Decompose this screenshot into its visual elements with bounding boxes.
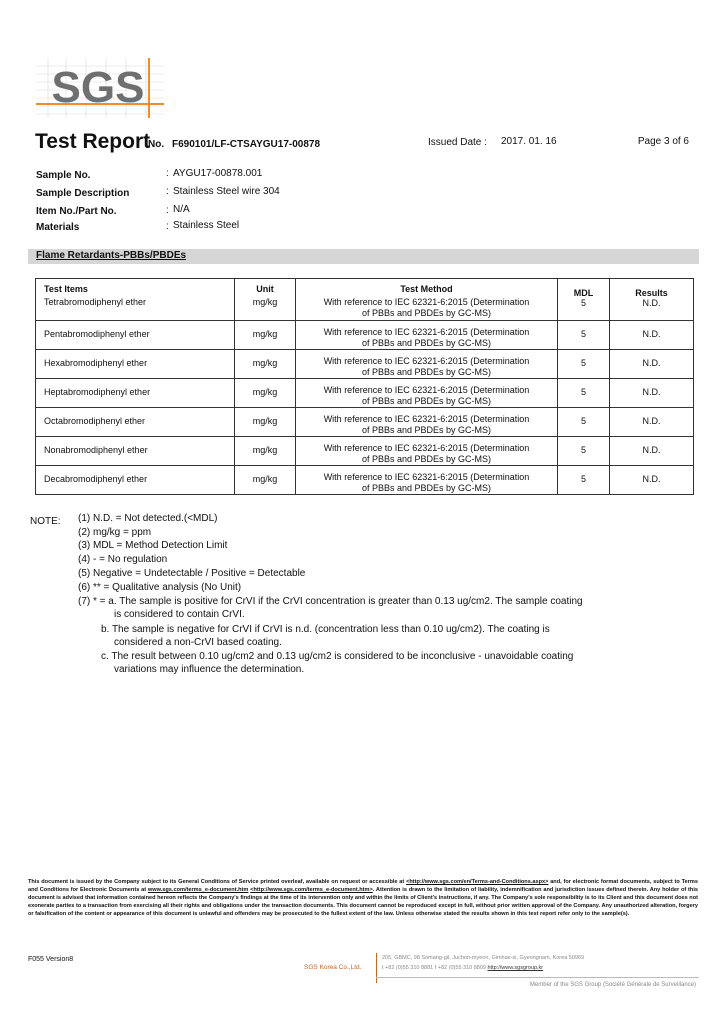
- table-row: [36, 379, 694, 408]
- terms-link[interactable]: <http://www.sgs.com/en/Terms-and-Conditions.aspx>: [406, 879, 549, 885]
- sgs-logo: [36, 58, 164, 118]
- note-5: (5) Negative = Undetectable / Positive = Detectable: [78, 568, 306, 579]
- report-number: F690101/LF-CTSAYGU17-00878: [172, 139, 321, 150]
- svg-text:SGS: SGS: [51, 63, 145, 112]
- table-row: [36, 321, 694, 350]
- row-mdl: 5: [580, 416, 586, 426]
- row-method-line1: With reference to IEC 62321-6:2015 (Determination: [323, 472, 530, 482]
- issued-date: 2017. 01. 16: [501, 136, 557, 147]
- note-7b-cont: considered a non-CrVI based coating.: [114, 637, 282, 648]
- row-mdl: 5: [580, 329, 586, 339]
- sample-no-value: AYGU17-00878.001: [173, 168, 263, 179]
- header-unit-label: Unit: [256, 284, 274, 294]
- section-title: Flame Retardants-PBBs/PBDEs: [36, 250, 187, 261]
- footer-rule: [376, 977, 699, 978]
- table-row: [36, 408, 694, 437]
- row-item: Nonabromodiphenyl ether: [44, 445, 148, 455]
- company-name: SGS Korea Co.,Ltd.: [304, 964, 362, 971]
- note-1: (1) N.D. = Not detected.(<MDL): [78, 513, 218, 524]
- row-method-line2: of PBBs and PBDEs by GC-MS): [361, 367, 492, 377]
- row-mdl: 5: [580, 474, 586, 484]
- report-no-label: No.: [148, 139, 165, 150]
- row-method-line1: With reference to IEC 62321-6:2015 (Determination: [323, 327, 530, 337]
- row-result: N.D.: [642, 416, 661, 426]
- sample-no-label: Sample No.: [36, 170, 91, 181]
- header-test-items-label: Test Items: [44, 284, 88, 294]
- row-method: [296, 294, 557, 319]
- company-address: 205, GBMC, 98 Somang-gil, Juchon-myeon, Gimhae-si, Gyeongnam, Korea 50969: [382, 955, 585, 961]
- note-3: (3) MDL = Method Detection Limit: [78, 540, 228, 551]
- header-mdl: [558, 279, 610, 321]
- row-result: N.D.: [642, 445, 661, 455]
- note-7a-cont: is considered to contain CrVI.: [114, 609, 245, 620]
- row-result: N.D.: [642, 298, 661, 308]
- footer-divider: [376, 953, 377, 983]
- note-label: NOTE:: [30, 516, 61, 527]
- e-document-link[interactable]: www.sgs.com/terms_e-document.htm: [147, 887, 249, 893]
- legal-disclaimer: [28, 878, 698, 918]
- disclaimer-text: and, for electronic format documents, subject to Terms and Conditions for Electronic Documents at: [28, 879, 698, 893]
- row-method: [296, 379, 557, 407]
- row-method-line1: With reference to IEC 62321-6:2015 (Determination: [323, 443, 530, 453]
- row-item: Heptabromodiphenyl ether: [44, 387, 151, 397]
- row-item: Decabromodiphenyl ether: [44, 474, 148, 484]
- header-results-label: Results: [635, 288, 668, 298]
- table-row: [36, 437, 694, 466]
- e-document-link-full[interactable]: <http://www.sgs.com/terms_e-document.htm>: [250, 887, 373, 893]
- row-unit: mg/kg: [252, 329, 278, 339]
- row-mdl: 5: [580, 445, 586, 455]
- table-row: [36, 466, 694, 495]
- row-result: N.D.: [642, 358, 661, 368]
- row-method-line2: of PBBs and PBDEs by GC-MS): [361, 425, 492, 435]
- row-item: Tetrabromodiphenyl ether: [44, 297, 147, 307]
- row-mdl: 5: [580, 358, 586, 368]
- header-test-method: [296, 279, 558, 321]
- company-contact: [382, 965, 543, 971]
- row-unit: mg/kg: [252, 416, 278, 426]
- row-result: N.D.: [642, 474, 661, 484]
- table-row: [36, 350, 694, 379]
- row-method-line2: of PBBs and PBDEs by GC-MS): [361, 308, 492, 318]
- row-method: [296, 408, 557, 436]
- row-method-line2: of PBBs and PBDEs by GC-MS): [361, 338, 492, 348]
- row-result: N.D.: [642, 387, 661, 397]
- row-method-line2: of PBBs and PBDEs by GC-MS): [361, 454, 492, 464]
- note-7a: (7) * = a. The sample is positive for CrVI if the CrVI concentration is greater than 0.13 ug/cm2. The sample coating: [78, 596, 583, 607]
- note-4: (4) - = No regulation: [78, 554, 168, 565]
- issued-date-label: Issued Date :: [428, 137, 487, 148]
- row-result: N.D.: [642, 329, 661, 339]
- page-number: Page 3 of 6: [637, 136, 689, 147]
- row-unit: mg/kg: [252, 474, 278, 484]
- report-title: Test Report: [35, 130, 151, 153]
- header-test-items: [36, 279, 235, 321]
- header-test-method-label: Test Method: [400, 284, 453, 294]
- sgs-group-membership: Member of the SGS Group (Société Générale de Surveillance): [529, 982, 696, 988]
- row-method-line1: With reference to IEC 62321-6:2015 (Determination: [323, 414, 530, 424]
- row-unit: mg/kg: [252, 358, 278, 368]
- row-method-line2: of PBBs and PBDEs by GC-MS): [361, 483, 492, 493]
- note-7c-cont: variations may influence the determination.: [114, 664, 305, 675]
- row-method-line1: With reference to IEC 62321-6:2015 (Determination: [323, 297, 530, 307]
- row-unit: mg/kg: [252, 297, 278, 307]
- disclaimer-text: This document is issued by the Company subject to its General Conditions of Service printed overleaf, available on request or accessible at: [28, 879, 407, 885]
- row-unit: mg/kg: [252, 387, 278, 397]
- row-method-line2: of PBBs and PBDEs by GC-MS): [361, 396, 492, 406]
- row-unit: mg/kg: [252, 445, 278, 455]
- colon: :: [166, 221, 169, 232]
- row-method-line1: With reference to IEC 62321-6:2015 (Determination: [323, 356, 530, 366]
- item-no-value: N/A: [173, 204, 190, 215]
- phone-fax: t +82 (0)55 310 8881 f +82 (0)55 310 8809: [382, 965, 488, 971]
- website-link[interactable]: http://www.sgsgroup.kr: [487, 965, 544, 971]
- results-table: [35, 278, 694, 495]
- note-7c: c. The result between 0.10 ug/cm2 and 0.13 ug/cm2 is considered to be inconclusive - unavoidable coating: [101, 651, 574, 662]
- row-method: [296, 321, 557, 349]
- sample-description-value: Stainless Steel wire 304: [173, 186, 280, 197]
- colon: :: [166, 168, 169, 179]
- note-2: (2) mg/kg = ppm: [78, 527, 152, 538]
- form-version: F055 Version8: [28, 956, 74, 963]
- note-7b: b. The sample is negative for CrVI if CrVI is n.d. (concentration less than 0.10 ug/cm2). The coating is: [101, 624, 550, 635]
- materials-value: Stainless Steel: [173, 220, 240, 231]
- header-mdl-label: MDL: [573, 288, 594, 298]
- row-item: Octabromodiphenyl ether: [44, 416, 146, 426]
- row-mdl: 5: [580, 387, 586, 397]
- header-unit: [235, 279, 296, 321]
- row-method-line1: With reference to IEC 62321-6:2015 (Determination: [323, 385, 530, 395]
- row-item: Pentabromodiphenyl ether: [44, 329, 150, 339]
- table-header-row: [36, 279, 694, 321]
- row-method: [296, 350, 557, 378]
- note-6: (6) ** = Qualitative analysis (No Unit): [78, 582, 242, 593]
- row-method: [296, 466, 557, 494]
- materials-label: Materials: [36, 222, 80, 233]
- item-no-label: Item No./Part No.: [36, 206, 117, 217]
- row-mdl: 5: [580, 298, 586, 308]
- sample-description-label: Sample Description: [36, 188, 130, 199]
- disclaimer-text: . Attention is drawn to the limitation of liability, indemnification and jurisdiction issues defined therein. Any holder of this document is advised that information contained hereon reflects the Company's findings at the time of its intervention only and within the limits of Client's instructions, if any. The Company's sole responsibility is to its Client and this document does not exonerate parties to a transaction from exercising all their rights and obligations under the transaction documents. This document cannot be reproduced except in full, without prior written approval of the Company. Any unauthorized alteration, forgery or falsification of the content or appearance of this document is unlawful and offenders may be prosecuted to the fullest extent of the law. Unless otherwise stated the results shown in this test report refer only to the sample(s).: [28, 887, 698, 917]
- colon: :: [166, 205, 169, 216]
- header-results: [610, 279, 694, 321]
- row-item: Hexabromodiphenyl ether: [44, 358, 148, 368]
- colon: :: [166, 186, 169, 197]
- row-method: [296, 437, 557, 465]
